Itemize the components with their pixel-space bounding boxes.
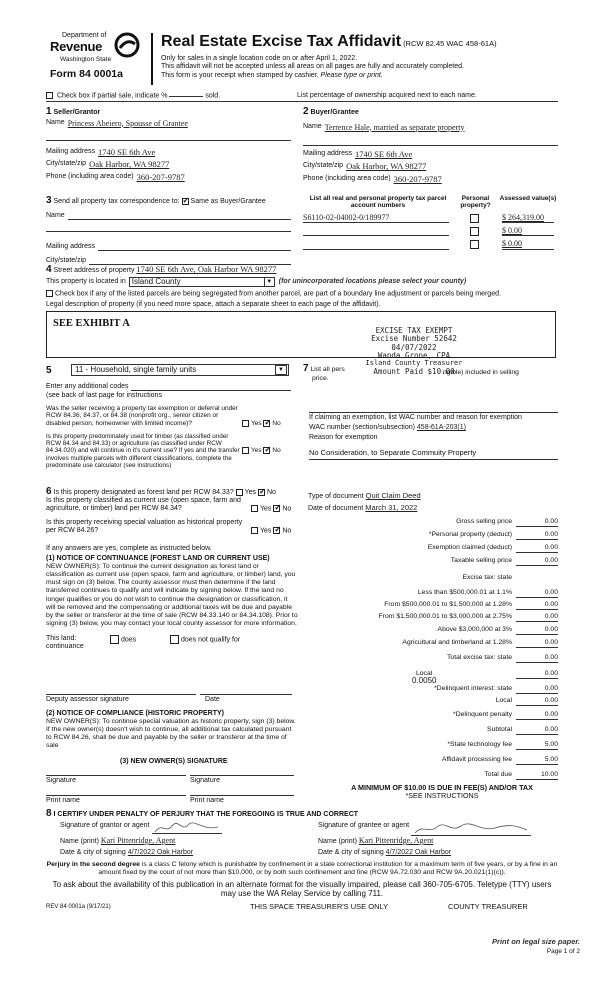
doc-date-label: Date of document bbox=[308, 505, 364, 512]
doc-type-row bbox=[308, 492, 421, 501]
dept-line1: Department of bbox=[62, 32, 107, 39]
fee-value[interactable]: 0.00 bbox=[516, 697, 558, 706]
buyer-phone-field[interactable]: 360-207-9787 bbox=[393, 174, 442, 185]
county-label: This property is located in bbox=[46, 277, 126, 285]
chevron-down-icon: ▼ bbox=[264, 278, 274, 286]
additional-codes-field[interactable] bbox=[131, 383, 292, 391]
minimum-line-1: A MINIMUM OF $10.00 IS DUE IN FEE(S) AND/OR TAX bbox=[351, 783, 533, 792]
section5-number: 5 bbox=[46, 365, 52, 376]
street-address-label: Street address of property bbox=[53, 267, 135, 274]
legal-paper-note: Print on legal size paper. bbox=[492, 937, 580, 946]
deputy-sig-line[interactable] bbox=[46, 694, 196, 704]
buyer-mail-field[interactable]: 1740 SE 6th Ave bbox=[355, 148, 413, 159]
fee-row bbox=[308, 726, 558, 735]
notice3-title: (3) NEW OWNER(S) SIGNATURE bbox=[120, 758, 228, 765]
buyer-mail-label: Mailing address bbox=[303, 149, 353, 157]
seller-phone-label: Phone (including area code) bbox=[46, 173, 134, 181]
parcel-number-3[interactable] bbox=[303, 241, 449, 250]
grantor-date-field[interactable]: 4/7/2022 Oak Harbor bbox=[127, 849, 194, 856]
same-as-buyer-checkbox[interactable] bbox=[182, 198, 189, 205]
parcel-row-3 bbox=[303, 239, 558, 249]
partial-sale-checkbox[interactable] bbox=[46, 92, 53, 99]
perjury-notice: Perjury in the second degree is a class C felony which is punishable by confinement in a state correctional institution for a maximum term of five years, or by a fine in an amount fixed by the court of not more than $10,000, or by both such confinement and fine (RCW 9A.72.030 and RCW 9A.20.021(1)(c)). bbox=[46, 861, 558, 876]
wac-field[interactable]: 458-61A-203(1) bbox=[416, 424, 466, 431]
minimum-line-2: *SEE INSTRUCTIONS bbox=[405, 791, 479, 801]
page-title-row bbox=[161, 33, 497, 51]
form-number: Form 84 0001a bbox=[50, 68, 123, 80]
forest-question: 6 Is this property designated as forest land per RCW 84.33? Yes ✓ No bbox=[46, 486, 298, 498]
ownership-note: List percentage of ownership acquired next to each name. bbox=[297, 92, 477, 99]
note-3: This form is your receipt when stamped by cashier. Please type or print. bbox=[161, 71, 383, 79]
landuse-value: 11 - Household, single family units bbox=[75, 365, 197, 375]
notice1-text: NEW OWNER(S): To continue the current designation as forest land or classification as current use (open space, farm and agriculture, or timber) land, you must sign on (3) below. The county assessor must then determine if the land transferred continues to qualify and will indicate by signing below. If the land no longer qualifies or you do not wish to continue the designation or classification, it will be removed and the compensating or additional taxes will be due and payable by the seller or transferor at the time of sale (RCW 84.33.140 or 84.34.108). Prior to signing (3) below, you may contact your local county assessor for more information. bbox=[46, 563, 298, 628]
fee-row bbox=[308, 544, 558, 553]
forest-question-text: Is this property designated as forest land per RCW 84.33? bbox=[53, 489, 234, 496]
seller-city-field[interactable]: Oak Harbor, WA 98277 bbox=[89, 159, 170, 170]
historic-question-text: Is this property receiving special valuation as historical property per RCW 84.26? bbox=[46, 519, 243, 535]
doc-type-field[interactable]: Quit Claim Deed bbox=[365, 491, 421, 500]
fee-value[interactable]: 0.00 bbox=[516, 544, 558, 553]
personal-property-row: 7 List all pers ngible) included in selling price. bbox=[303, 363, 558, 382]
value-col-header: Assessed value(s) bbox=[499, 195, 557, 202]
buyer-name-row bbox=[303, 123, 558, 132]
fee-label: Taxable selling price bbox=[450, 557, 512, 564]
parcel-number-1[interactable]: S6110-02-04002-0/189977 bbox=[303, 213, 449, 223]
seller-city-label: City/state/zip bbox=[46, 160, 87, 168]
grantee-name-field[interactable]: Kari Pittenridge, Agent bbox=[358, 836, 434, 845]
forest-no-checkbox[interactable] bbox=[258, 489, 265, 496]
county-value: Island County bbox=[131, 277, 181, 287]
stamp-line-4: Wanda Grone, CPA bbox=[377, 350, 451, 360]
current-use-yes-checkbox[interactable] bbox=[251, 505, 258, 512]
fee-label: Less than $500,000.01 at 1.1% bbox=[417, 589, 512, 596]
grantee-sig-label: Signature of grantee or agent bbox=[318, 822, 410, 829]
grantor-name-label: Name (print) bbox=[60, 838, 99, 845]
fee-value[interactable]: 5.00 bbox=[516, 756, 558, 765]
street-address-field[interactable]: 1740 SE 6th Ave, Oak Harbor WA 98277 bbox=[136, 264, 277, 274]
fee-row bbox=[308, 639, 558, 648]
fee-value[interactable]: 0.00 bbox=[516, 685, 558, 694]
exemption-question: Was the seller receiving a property tax exemption or deferral under RCW 84.36, 84.37, or 84.38 (nonprofit org., senior citizen or disabled person, homeowner with limited income)? Yes ✓ No bbox=[46, 405, 291, 427]
additional-codes-label: Enter any additional codes bbox=[46, 383, 129, 390]
wac-row bbox=[309, 424, 466, 432]
rev-code: REV 84 0001a (9/17/21) bbox=[46, 904, 111, 910]
dept-brand: Revenue bbox=[50, 39, 103, 54]
grantee-name-row bbox=[318, 836, 433, 846]
correspondence-section bbox=[46, 195, 291, 265]
fee-value[interactable]: 0.00 bbox=[516, 626, 558, 635]
fee-label: From $500,000.01 to $1,500,000 at 1.28% bbox=[384, 601, 512, 608]
parcel-col-header: List all real and personal property tax parcel account numbers bbox=[309, 195, 447, 210]
buyer-phone-label: Phone (including area code) bbox=[303, 175, 391, 183]
deputy-date-line[interactable] bbox=[200, 694, 292, 704]
dept-state: Washington State bbox=[60, 56, 112, 63]
fee-label: *Personal property (deduct) bbox=[428, 531, 512, 538]
exemption-yes-checkbox[interactable] bbox=[242, 420, 249, 427]
parcel-table-header bbox=[303, 195, 558, 210]
fee-label: Subtotal bbox=[487, 726, 512, 733]
fee-value[interactable]: 0.00 bbox=[516, 654, 558, 663]
timber-no-checkbox[interactable] bbox=[263, 447, 270, 454]
legal-desc-box[interactable] bbox=[46, 311, 556, 358]
buyer-blank-line bbox=[303, 145, 558, 146]
personal-checkbox-3[interactable] bbox=[470, 240, 479, 249]
header-notes bbox=[161, 55, 464, 80]
land-qualify-row: This land: continuance does does not qualify for bbox=[46, 635, 241, 651]
seller-name-row bbox=[46, 119, 291, 128]
fee-label: Exemption claimed (deduct) bbox=[427, 544, 512, 551]
exemption-question-text: Was the seller receiving a property tax exemption or deferral under RCW 84.36, 84.37, or 84.38 (nonprofit org., senior citizen or disabled person, homeowner with limited income)? bbox=[46, 405, 238, 427]
segregated-checkbox[interactable] bbox=[46, 290, 53, 297]
county-treasurer-label: COUNTY TREASURER bbox=[448, 902, 528, 911]
unincorporated-note: (for unincorporated locations please select your county) bbox=[278, 277, 467, 285]
historic-yes-checkbox[interactable] bbox=[251, 527, 258, 534]
fee-value[interactable]: 0.00 bbox=[516, 557, 558, 566]
seller-name-field[interactable]: Princess Abeiero, Spousse of Grantee bbox=[67, 118, 188, 128]
fee-label: Total due bbox=[484, 771, 512, 778]
fee-label: *State technology fee bbox=[447, 741, 512, 748]
landuse-select[interactable] bbox=[71, 364, 289, 376]
grantor-date-label: Date & city of signing bbox=[60, 849, 126, 856]
grantee-name-label: Name (print) bbox=[318, 838, 357, 845]
parcel-table bbox=[303, 195, 558, 250]
reason-field[interactable]: No Consideration, to Separate Commuity Property bbox=[309, 449, 558, 460]
street-address-row: 4 Street address of property 1740 SE 6th Ave, Oak Harbor WA 98277 bbox=[46, 264, 277, 275]
historic-question: Is this property receiving special valuation as historical property per RCW 84.26? Yes ✓ No bbox=[46, 519, 298, 535]
parcel-number-2[interactable] bbox=[303, 227, 449, 236]
buyer-name-field[interactable]: Terrence Hale, married as separate property bbox=[324, 122, 465, 132]
local-rate: 0.0050 bbox=[412, 676, 437, 685]
fee-row bbox=[308, 697, 558, 706]
fee-value[interactable]: 0.00 bbox=[516, 670, 558, 679]
seller-section bbox=[46, 106, 291, 183]
grantee-date-row bbox=[318, 849, 451, 857]
chevron-down-icon: ▼ bbox=[275, 365, 287, 375]
stamp-line-2: Excise Number 52642 bbox=[371, 334, 457, 344]
fee-row bbox=[308, 557, 558, 566]
corr-name-row bbox=[46, 212, 291, 220]
doc-date-row bbox=[308, 504, 417, 513]
buyer-city-label: City/state/zip bbox=[303, 162, 344, 170]
exemption-claim-label: If claiming an exemption, list WAC number and reason for exemption bbox=[309, 412, 558, 422]
segregated-row bbox=[46, 290, 501, 298]
treasurer-use-label: THIS SPACE TREASURER'S USE ONLY bbox=[250, 902, 389, 911]
deputy-date-label: Date bbox=[205, 696, 220, 703]
parcel-row-2 bbox=[303, 226, 558, 236]
fee-label: Local bbox=[416, 670, 433, 677]
fee-row bbox=[308, 685, 558, 694]
current-use-no-checkbox[interactable] bbox=[273, 505, 280, 512]
legal-desc-text: SEE EXHIBIT A bbox=[53, 318, 130, 329]
additional-codes-row bbox=[46, 383, 291, 391]
certify-row: 8 I CERTIFY UNDER PENALTY OF PERJURY THAT THE FOREGOING IS TRUE AND CORRECT bbox=[46, 808, 359, 819]
stamp-line-3: 04/07/2022 bbox=[391, 342, 437, 352]
grantor-name-field[interactable]: Kari Pittenridge, Agent bbox=[100, 836, 176, 845]
page-number: Page 1 of 2 bbox=[546, 948, 580, 955]
top-rule bbox=[46, 101, 558, 102]
dor-logo bbox=[46, 30, 146, 86]
segregated-label: Check box if any of the listed parcels are being segregated from another parcel, are part of a boundary line adjustment or parcels being merged. bbox=[55, 290, 501, 298]
fee-value[interactable]: 0.00 bbox=[516, 601, 558, 610]
accessibility-notice: To ask about the availability of this publication in an alternate format for the visually impaired, please call 360-705-6705. Teletype (TTY) users may use the WA Relay Service by calling 711. bbox=[52, 880, 552, 898]
note-2: This affidavit will not be accepted unless all areas on all pages are fully and accurately completed. bbox=[161, 63, 464, 71]
fee-label: Above $3,000,000 at 3% bbox=[437, 626, 512, 633]
fee-row bbox=[308, 626, 558, 635]
personal-checkbox-2[interactable] bbox=[470, 227, 479, 236]
personal-property-label: List all pers bbox=[310, 366, 345, 373]
personal-property-label-3: price. bbox=[312, 374, 329, 382]
corr-blank-1 bbox=[46, 231, 291, 232]
fee-value[interactable]: 0.00 bbox=[516, 613, 558, 622]
corr-mail-field[interactable] bbox=[98, 243, 291, 251]
buyer-section bbox=[303, 106, 558, 185]
fee-label: Gross selling price bbox=[456, 518, 512, 525]
current-use-question: Is this property classified as current use (open space, farm and agriculture, or timber) land per RCW 84.34? Yes ✓ No bbox=[46, 497, 298, 513]
correspondence-label: 3 Send all property tax correspondence to: ✓ Same as Buyer/Grantee bbox=[46, 195, 291, 207]
corr-name-field[interactable] bbox=[68, 212, 291, 220]
fee-row bbox=[308, 711, 558, 720]
note-1: Only for sales in a single location code on or after April 1, 2022. bbox=[161, 55, 358, 62]
fee-label: From $1,500,000.01 to $3,000,000 at 2.75% bbox=[378, 613, 512, 620]
assessed-value-3[interactable]: $ 0.00 bbox=[502, 239, 554, 249]
grantor-name-row bbox=[60, 836, 175, 846]
deputy-sig-label: Deputy assessor signature bbox=[46, 696, 129, 703]
partial-sale-row bbox=[46, 92, 220, 100]
notice2-text: NEW OWNER(S): To continue special valuation as historic property, sign (3) below. If the new owner(s) doesn't wish to continue, all additional tax calculated pursuant to RCW 84.26, shall be due and payable by the seller or transferor at the time of sale bbox=[46, 718, 296, 750]
fee-label: *Delinquent interest: state bbox=[434, 685, 512, 692]
fee-row bbox=[308, 654, 558, 663]
fee-value[interactable]: 0.00 bbox=[516, 589, 558, 598]
historic-no-checkbox[interactable] bbox=[273, 527, 280, 534]
stamp-line-6: Amount Paid $10.00 bbox=[373, 366, 455, 376]
fee-value[interactable]: 0.00 bbox=[516, 518, 558, 527]
grantor-date-row bbox=[60, 849, 193, 857]
forest-yes-checkbox[interactable] bbox=[236, 489, 243, 496]
certify-text: I CERTIFY UNDER PENALTY OF PERJURY THAT THE FOREGOING IS TRUE AND CORRECT bbox=[53, 811, 359, 818]
fee-row bbox=[308, 613, 558, 622]
buyer-city-field[interactable]: Oak Harbor, WA 98277 bbox=[346, 161, 427, 172]
buyer-city-row bbox=[303, 162, 558, 172]
grantor-signature[interactable] bbox=[152, 822, 222, 834]
seller-blank-line bbox=[46, 140, 291, 141]
notice2-title: (2) NOTICE OF COMPLIANCE (HISTORIC PROPERTY) bbox=[46, 710, 224, 717]
fee-row bbox=[308, 574, 558, 582]
doc-date-field[interactable]: March 31, 2022 bbox=[365, 503, 418, 512]
exemption-no-checkbox[interactable] bbox=[263, 420, 270, 427]
grantee-date-label: Date & city of signing bbox=[318, 849, 384, 856]
fee-label: Agricultural and timberland at 1.28% bbox=[402, 639, 512, 646]
current-use-question-text: Is this property classified as current use (open space, farm and agriculture, or timber) land per RCW 84.34? bbox=[46, 497, 241, 513]
assessed-value-1[interactable]: $ 264,319.00 bbox=[502, 213, 554, 223]
county-row bbox=[46, 277, 466, 287]
stamp-line-5: Island County Treasurer bbox=[365, 359, 463, 367]
fee-value[interactable] bbox=[516, 574, 558, 582]
doc-type-label: Type of document bbox=[308, 493, 364, 500]
parcel-row-1 bbox=[303, 213, 558, 223]
new-owner-sig-2[interactable]: Signature bbox=[190, 775, 294, 785]
fee-label: Total excise tax: state bbox=[447, 654, 512, 661]
corr-mail-label: Mailing address bbox=[46, 242, 96, 250]
fee-value[interactable]: 0.00 bbox=[516, 531, 558, 540]
seller-phone-row bbox=[46, 173, 291, 183]
fee-row bbox=[308, 741, 558, 750]
personal-property-label-2: ngible) included in selling bbox=[443, 369, 519, 376]
grantee-signature[interactable] bbox=[411, 822, 531, 836]
seller-heading: 1 Seller/Grantor bbox=[46, 106, 101, 117]
timber-yes-checkbox[interactable] bbox=[242, 447, 249, 454]
partial-sale-label: Check box if partial sale, indicate % bbox=[56, 92, 168, 100]
corr-name-label: Name bbox=[46, 211, 65, 219]
fee-row bbox=[308, 518, 558, 527]
fee-row bbox=[308, 589, 558, 598]
land-does-checkbox[interactable] bbox=[110, 635, 119, 644]
fee-label: Affidavit processing fee bbox=[441, 756, 512, 763]
partial-sold-label: sold. bbox=[205, 92, 221, 100]
fee-label: Local bbox=[495, 697, 512, 704]
header-divider bbox=[151, 33, 153, 85]
seller-mail-label: Mailing address bbox=[46, 147, 96, 155]
grantee-date-field[interactable]: 4/7/2022 Oak Harbor bbox=[385, 849, 452, 856]
fee-label: Excise tax: state bbox=[462, 574, 512, 581]
personal-col-header: Personal property? bbox=[460, 195, 491, 210]
land-does-not-checkbox[interactable] bbox=[170, 635, 179, 644]
continuance-label: continuance bbox=[46, 643, 84, 651]
seller-phone-field[interactable]: 360-207-9787 bbox=[136, 172, 185, 183]
this-land-label: This land: bbox=[46, 635, 77, 642]
new-owner-sig-1[interactable]: Signature bbox=[46, 775, 186, 785]
fee-row bbox=[308, 771, 558, 780]
corr-mail-row bbox=[46, 243, 291, 251]
buyer-heading: 2 Buyer/Grantee bbox=[303, 106, 359, 117]
corr-city-label: City/state/zip bbox=[46, 256, 87, 264]
new-owner-print-2[interactable]: Print name bbox=[190, 795, 294, 805]
new-owner-print-1[interactable]: Print name bbox=[46, 795, 186, 805]
buyer-phone-row bbox=[303, 175, 558, 185]
fee-value[interactable]: 10.00 bbox=[516, 771, 558, 780]
grantor-sig-row bbox=[60, 822, 295, 834]
county-select[interactable] bbox=[129, 277, 275, 287]
legal-desc-label: Legal description of property (if you need more space, attach a separate sheet to each page of the affidavit). bbox=[46, 301, 381, 308]
fee-label: *Delinquent penalty bbox=[453, 711, 512, 718]
fee-row bbox=[308, 601, 558, 610]
personal-checkbox-1[interactable] bbox=[470, 214, 479, 223]
assessed-value-2[interactable]: $ 0.00 bbox=[502, 226, 554, 236]
grantee-sig-row bbox=[318, 822, 558, 836]
buyer-mail-row bbox=[303, 150, 558, 160]
fee-value[interactable]: 0.00 bbox=[516, 711, 558, 720]
page-title: Real Estate Excise Tax Affidavit bbox=[161, 33, 402, 50]
seller-name-label: Name bbox=[46, 118, 65, 126]
timber-question-text: Is this property predominately used for timber (as classified under RCW 84.34 and 84.33) or agriculture (as classified under RCW 84.34.020) and will continue in it's current use? If yes and the transfer involves multiple parcels with different classifications, complete the predominate use calculator (see instructions) bbox=[46, 433, 240, 469]
dor-swirl-icon bbox=[114, 32, 140, 58]
stamp-line-1: EXCISE TAX EXEMPT bbox=[375, 326, 453, 335]
fee-value[interactable]: 0.00 bbox=[516, 726, 558, 735]
partial-percent-field[interactable] bbox=[169, 96, 203, 97]
fee-value[interactable]: 5.00 bbox=[516, 741, 558, 750]
fee-value[interactable]: 0.00 bbox=[516, 639, 558, 648]
fee-row bbox=[308, 531, 558, 540]
seller-city-row bbox=[46, 160, 291, 170]
if-yes-note: If any answers are yes, complete as instructed below. bbox=[46, 545, 212, 552]
reason-label: Reason for exemption bbox=[309, 434, 378, 441]
rcw-ref: (RCW 82.45 WAC 458-61A) bbox=[403, 39, 497, 48]
grantor-sig-label: Signature of grantor or agent bbox=[60, 822, 150, 829]
minimum-due-note bbox=[326, 784, 558, 801]
wac-label: WAC number (section/subsection) bbox=[309, 424, 415, 431]
timber-question: Is this property predominately used for timber (as classified under RCW 84.34 and 84.33) or agriculture (as classified under RCW 84.34.020) and will continue in it's current use? If yes and the transfer involves multiple parcels with different classifications, complete the predominate use calculator (see instructions) Yes ✓ No bbox=[46, 433, 291, 469]
codes-note: (see back of last page for instructions bbox=[46, 392, 162, 399]
seller-mail-field[interactable]: 1740 SE 6th Ave bbox=[98, 146, 156, 157]
notice1-title: (1) NOTICE OF CONTINUANCE (FOREST LAND OR CURRENT USE) bbox=[46, 555, 270, 562]
fee-row bbox=[308, 756, 558, 765]
seller-mail-row bbox=[46, 148, 291, 158]
buyer-name-label: Name bbox=[303, 122, 322, 130]
